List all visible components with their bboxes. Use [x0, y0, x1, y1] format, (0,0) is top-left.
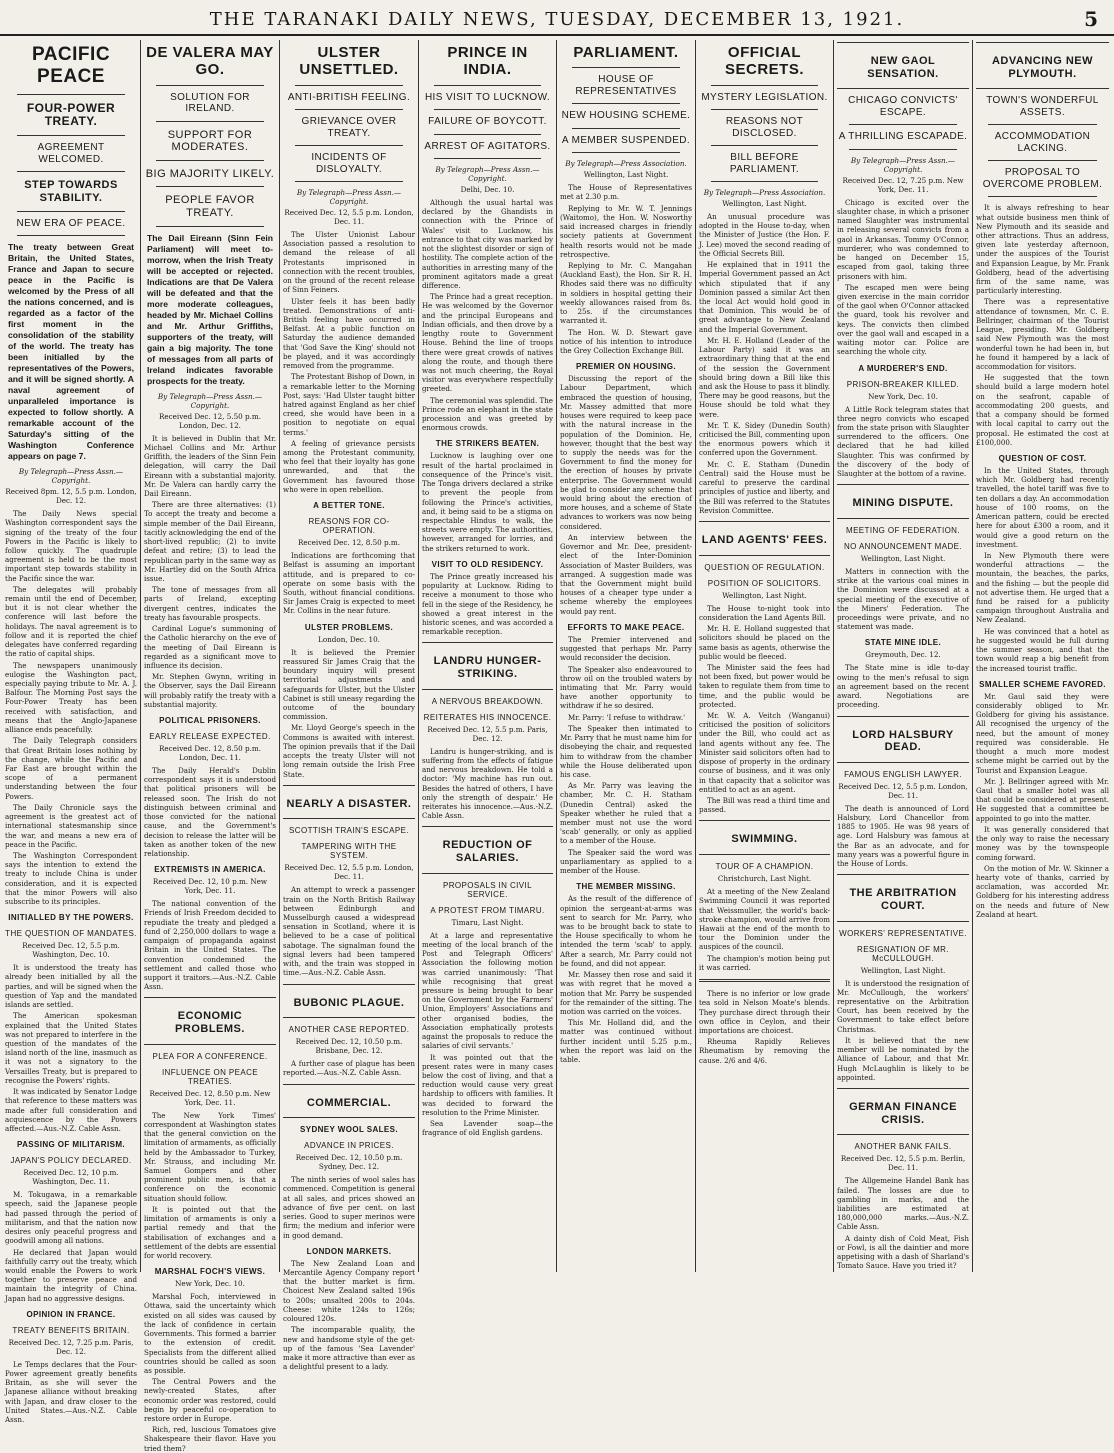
section-heading: LAND AGENTS' FEES. — [701, 534, 828, 546]
section-subheading: REASONS FOR CO-OPERATION. — [308, 517, 390, 536]
dateline: Received Dec. 12, 5.5 p.m. London, Dec. 11. — [838, 781, 968, 800]
dateline: Wellington, Last Night. — [722, 199, 807, 208]
paragraph: He suggested that the town should build a large modern hotel on the seafront, capable of accommodating 200 guests, and that a company should be formed with local capital to carry out the proposal. He estimated the cost at £100,000. — [976, 373, 1109, 447]
article-box — [422, 642, 553, 689]
section-subheading: EARLY RELEASE EXPECTED. — [149, 732, 271, 742]
advertisement: There is no inferior or low grade tea sold in Nelson Moate's blends. They purchase direct through their own office in Ceylon, and their importations are choicest. — [699, 989, 830, 1035]
column-1 — [2, 40, 140, 1425]
dateline: Received Dec. 12, 10 p.m. New York, Dec. 11. — [152, 877, 268, 896]
section-subheading: RESIGNATION OF MR. McCULLOUGH. — [857, 944, 949, 963]
section-subheading: POSITION OF SOLICITORS. — [707, 578, 822, 588]
paragraph: The Premier intervened and suggested that perhaps Mr. Parry would reconsider the decision. — [560, 634, 692, 663]
paragraph: The House to-night took into consideration the Land Agents Bill. — [699, 603, 830, 622]
section-heading: VISIT TO OLD RESIDENCY. — [431, 559, 544, 569]
divider — [17, 171, 125, 172]
section-heading: SMALLER SCHEME FAVORED. — [979, 679, 1106, 689]
subheadline: NEW HOUSING SCHEME. — [561, 110, 691, 122]
dateline: Received Dec. 12, 7.25 p.m. New York, Dec. 11. — [842, 175, 964, 194]
paragraph: The delegates will probably remain until the end of December, but it is not clear whether the conference will last before the holidays. The naval agreement is to follow and it is reported the chief delegates have conferred regarding the ratio of capital ships. — [5, 584, 137, 659]
divider — [988, 196, 1097, 197]
column-7 — [834, 40, 972, 1272]
divider — [434, 134, 541, 135]
divider — [17, 211, 125, 212]
section-heading: LONDON MARKETS. — [306, 1246, 392, 1256]
section-heading: ULSTER PROBLEMS. — [304, 622, 394, 632]
divider — [295, 109, 403, 110]
dateline: Received Dec. 12, 10 p.m. Washington, Dec. 11. — [23, 1168, 119, 1187]
subheadline: ARREST OF AGITATORS. — [424, 140, 551, 152]
paragraph: Le Temps declares that the Four-Power agreement greatly benefits Britain, as she will sever the Japanese alliance without breaking with Japan, and draw closer to the United States.—Aus.-N.Z. Cable Assn. — [5, 1359, 137, 1425]
paragraph: The Central Powers and the newly-created States, after economic order was restored, could begin by peaceful co-operation to restore order in Europe. — [144, 1377, 276, 1424]
paragraph: Landru is hunger-striking, and is suffering from the effects of fatigue and nervous breakdown. He told a doctor: 'My machine has run out. Besides the hatred of others, I have only the strength of despair.' He reiterates his innocence.—Aus.-N.Z. Cable Assn. — [422, 746, 553, 821]
dateline: Received 8pm. 12, 5.5 p.m. London, Dec. 12. — [5, 487, 137, 506]
paragraph: The champion's motion being put it was carried. — [699, 953, 830, 972]
column-3 — [280, 40, 418, 1372]
paragraph: In New Plymouth there were wonderful attractions — the mountain, the beaches, the parks, and the fishing — but the people did not advertise them. He urged that a fund be raised for a publicity campaign throughout Australia and New Zealand. — [976, 550, 1109, 625]
article-box — [283, 1084, 415, 1119]
paragraph: The Daily Chronicle says the agreement is the greatest act of international statesmanship since the war, and means a new era of peace in the Pacific. — [5, 802, 137, 849]
paragraph: The New York Times' correspondent at Washington states that the general conviction on the limitation of armaments, as officially held by the Ambassador to Turkey, Mr. Strauss, and including Mr. Samuel Gompers and other prominent public men, is that a conference on the economic situation should follow. — [144, 1110, 276, 1203]
dateline: Wellington, Last Night. — [860, 553, 946, 563]
paragraph: The Prince had a great reception. He was welcomed by the Governor and the principal Europeans and Indian officials, and then drove by a lengthy route to Government House. Behind the line of troops there were great crowds of natives along the route, and though there was not much cheering, the Royal visitor was everywhere respectfully greeted. — [422, 292, 553, 394]
advertisement: A dainty dish of Cold Meat, Fish or Fowl, is all the daintier and more appetising with a dash of Sharland's Tomato Sauce. Have you tried it? — [837, 1233, 969, 1271]
paragraph: It was indicated by Senator Lodge that reference to these matters was made after full consideration and acquiescence by the Powers affected.—Aus.-N.Z. Cable Assn. — [5, 1087, 137, 1133]
paragraph: The Ulster Unionist Labour Association passed a resolution to demand the release of all Protestants imprisoned in connection with the recent troubles, on the ground of the recent release of Sinn Feiners. — [283, 230, 415, 295]
paragraph: Mr. W. A. Veitch (Wanganui) criticised the position of solicitors under the Bill, who could act as land agents without any fee. The Minister said solicitors often had to dispose of property in the ordinary course of business, and it was only in that capacity that a solicitor was entitled to act as an agent. — [699, 711, 830, 794]
section-subheading: PLEA FOR A CONFERENCE. — [152, 1051, 268, 1061]
section-subheading: MEETING OF FEDERATION. — [846, 525, 960, 535]
subheadline: PEOPLE FAVOR TREATY. — [165, 194, 255, 220]
paragraph: It is believed the Premier reassured Sir James Craig that the boundary inquiry will present territorial adjustments and safeguards for Ulster, but the Ulster Cabinet is still uneasy regarding the outcome of the boundary commission. — [283, 647, 415, 722]
paragraph: The escaped men were being given exercise in the main corridor of the gaol when O'Connor attacked the guard, took his revolver and keys. The convicts then climbed over the gaol wall and escaped in a waiting motor car. Police are searching the whole city. — [837, 282, 969, 357]
subheadline: A MEMBER SUSPENDED. — [561, 134, 691, 146]
column-4 — [419, 40, 556, 1272]
section-heading: EFFORTS TO MAKE PEACE. — [567, 622, 685, 632]
paragraph: The Daily News special Washington correspondent says the signing of the treaty of the four Powers in the Pacific is likely to follow quickly. The quadruple agreement is held to be the most important step towards stability in the Pacific since the war. — [5, 509, 137, 583]
article-box — [699, 521, 830, 556]
paragraph: The death is announced of Lord Halsbury, Lord Chancellor from 1885 to 1905. He was 98 years of age. Lord Halsbury was famous at the Bar as an advocate, and for many years was a powerful figure in the House of Lords. — [837, 803, 969, 869]
section-heading: QUESTION OF COST. — [998, 453, 1087, 463]
divider — [572, 67, 680, 68]
divider — [699, 979, 830, 982]
subheadline: SOLUTION FOR IRELAND. — [170, 91, 250, 114]
byline: By Telegraph—Press Assn.—Copyright. — [296, 188, 402, 206]
headline: DE VALERA MAY GO. — [146, 44, 274, 79]
paragraph: A further case of plague has been reported.—Aus.-N.Z. Cable Assn. — [283, 1059, 415, 1078]
section-subheading: PROPOSALS IN CIVIL SERVICE. — [442, 880, 532, 899]
paragraph: The ninth series of wool sales has commenced. Competition is general at all sales, and prices showed an advance of five per cent. on last series. Good to super merinos were firm; the medium and inferior were in good demand. — [283, 1175, 415, 1240]
subheadline: PROPOSAL TO OVERCOME PROBLEM. — [982, 167, 1103, 190]
section-heading: THE ARBITRATION COURT. — [849, 887, 957, 912]
section-subheading: QUESTION OF REGULATION. — [704, 562, 825, 572]
paragraph: He declared that Japan would faithfully carry out the treaty, which would enable the Powers to work together to preserve peace and maintain the integrity of China. Japan had no aggressive designs. — [5, 1247, 137, 1303]
subheadline: FOUR-POWER TREATY. — [26, 100, 116, 129]
headline: PRINCE IN INDIA. — [447, 44, 528, 79]
section-subheading: ANOTHER CASE REPORTED. — [288, 1025, 410, 1035]
subheadline: ACCOMMODATION LACKING. — [994, 131, 1091, 154]
paragraph: In the United States, through which Mr. Goldberg had recently travelled, the hotel tariff was five to ten dollars a day. An accommodation house of 100 rooms, on the American pattern, could be erected here for about £300 a room, and it would give a good return on the investment. — [976, 465, 1109, 549]
section-subheading: PRISON-BREAKER KILLED. — [846, 379, 960, 389]
section-subheading: FAMOUS ENGLISH LAWYER. — [844, 769, 962, 779]
section-subheading: ANOTHER BANK FAILS. — [854, 1142, 952, 1152]
paragraph: The Speaker then intimated to Mr. Parry that he must name him for disobeying the chair, and requested him to withdraw from the chamber while the House deliberated upon his case. — [560, 723, 693, 779]
divider — [711, 145, 818, 146]
divider — [849, 149, 957, 150]
byline: By Telegraph—Press Assn.—Copyright. — [435, 165, 540, 183]
paragraph: Mr. C. E. Statham (Dunedin Central) said the House must be careful to preserve the cardinal principles of justice and liberty, and the Bill was referred to the Statutes Revision Committee. — [699, 459, 830, 515]
article-box — [976, 42, 1109, 89]
paragraph: Matters in connection with the strike at the various coal mines in the Dominion were discussed at a special meeting of the executive of the Miners' Federation. The proceedings were private, and no statement was made. — [837, 566, 969, 632]
section-subheading: NO ANNOUNCEMENT MADE. — [843, 541, 963, 551]
article-box — [422, 826, 553, 873]
paragraph: It was pointed out that the present rates were in many cases below the cost of living, and that a reduction would cause very great hardship to officers with families. It was decided to forward the resolution to the Prime Minister. — [422, 1052, 553, 1117]
headline: PARLIAMENT. — [573, 44, 679, 61]
subheadline: BIG MAJORITY LIKELY. — [145, 167, 275, 180]
paragraph: He explained that in 1911 the Imperial Government passed an Act which stipulated that if any Dominion passed a similar Act then the local Act would hold good in that Dominion. This would be of great advantage to New Zealand and the Imperial Government. — [699, 260, 830, 334]
paragraph: Replying to Mr. C. Mangahan (Auckland East), the Hon. Sir R. H. Rhodes said there was no difficulty in soldiers in hospital getting their weekly allowances raised from 8s. to 25s. if the circumstances warranted it. — [560, 261, 692, 326]
paragraph: The Daily Telegraph considers that Great Britain loses nothing by the change, while the Pacific and Far East are brought within the scope of a permanent understanding between the four Powers. — [5, 736, 137, 801]
subheadline: SUPPORT FOR MODERATES. — [167, 128, 253, 154]
divider — [17, 135, 125, 136]
subheadline: BILL BEFORE PARLIAMENT. — [729, 152, 800, 175]
advertisement: Rheuma Rapidly Relieves Rheumatism by removing the cause. 2/6 and 4/6. — [699, 1037, 830, 1065]
dateline: London, Dec. 10. — [318, 634, 380, 644]
section-subheading: SCOTTISH TRAIN'S ESCAPE. — [289, 826, 409, 836]
dateline: Received Dec. 12, 5.5 p.m. London, Dec. 11. — [284, 863, 414, 882]
byline: By Telegraph—Press Assn.—Copyright. — [157, 391, 263, 410]
dateline: Received Dec. 12, 10.50 p.m. Brisbane, Dec. 12. — [295, 1037, 403, 1056]
dateline: Timaru, Last Night. — [451, 917, 524, 927]
dateline: Received Dec. 12, 10.50 p.m. Sydney, Dec. 12. — [295, 1153, 403, 1172]
paragraph: It was generally considered that the only way to raise the necessary money was by the townspeople coming forward. — [976, 824, 1109, 862]
byline: By Telegraph—Press Association. — [565, 159, 687, 169]
subheadline: HIS VISIT TO LUCKNOW. — [424, 91, 551, 103]
paragraph: This Mr. Holland did, and the matter was continued without further incident until 5.25 p.m., when the report was laid on the table. — [560, 1018, 692, 1065]
advertisement: Sea Lavender soap—the fragrance of old English gardens. — [422, 1119, 553, 1138]
paragraph: Chicago is excited over the slaughter chase, in which a prisoner named Slaughter was instrumental in releasing several convicts from a gaol in Arkansas. Tommy O'Connor, murderer, who was condemned to be hanged on December 15, escaped from gaol, taking three prisoners with him. — [837, 197, 969, 281]
section-heading: LORD HALSBURY DEAD. — [852, 728, 954, 754]
dateline: Received Dec. 12, 8.50 p.m. London, Dec. 11. — [158, 744, 262, 763]
article-box — [837, 484, 969, 519]
article-box — [283, 785, 415, 820]
section-subheading: INFLUENCE ON PEACE TREATIES. — [161, 1067, 259, 1086]
advertisement: Rich, red, luscious Tomatoes give Shakespeare their flavor. Have you tried them? — [144, 1425, 276, 1453]
divider — [988, 124, 1097, 125]
column-8 — [973, 40, 1112, 1272]
divider — [156, 121, 264, 122]
section-heading: EXTREMISTS IN AMERICA. — [154, 865, 266, 875]
dateline: Received Dec. 12, 5.5 p.m. London, Dec. 11. — [284, 208, 414, 226]
newspaper-title: THE TARANAKI DAILY NEWS, TUESDAY, DECEMBER 13, 1921. — [209, 9, 905, 30]
section-heading: ECONOMIC PROBLEMS. — [175, 1010, 245, 1036]
dateline: Wellington, Last Night. — [722, 590, 807, 600]
divider — [295, 85, 403, 86]
paragraph: Mr. Gaul said they were considerably obliged to Mr. Goldberg for giving his assistance. All recognised the urgency of the need, but the amount of money required was considerable. He thought a much more modest scheme might be carried out by the Tourist and Expansion League. — [976, 691, 1109, 775]
divider — [434, 85, 541, 86]
divider — [156, 85, 264, 86]
section-heading: STATE MINE IDLE. — [864, 638, 942, 648]
section-heading: POLITICAL PRISONERS. — [159, 716, 261, 726]
article-box — [837, 1088, 969, 1135]
paragraph: Cardinal Logue's summoning of the Catholic hierarchy on the eve of the meeting of Dail Eireann is regarded as a significant move to influence its decision. — [144, 624, 276, 670]
divider — [434, 158, 541, 159]
paragraph: It is understood the resignation of Mr. McCullough, the workers' representative on the Arbitration Court, has been received by the Government to take effect before Christmas. — [837, 978, 969, 1034]
article-box — [699, 820, 830, 855]
dateline: Wellington, Last Night. — [860, 965, 946, 975]
paragraph: The House of Representatives met at 2.30 p.m. — [560, 183, 692, 202]
article-box — [283, 984, 415, 1019]
paragraph: The Allgemeine Handel Bank has failed. The losses are due to gambling in marks, and the liabilities are estimated at 180,000,000 marks.—Aus.-N.Z. Cable Assn. — [837, 1176, 969, 1232]
column-6 — [696, 40, 833, 1272]
section-heading: NEARLY A DISASTER. — [286, 797, 412, 810]
dateline: Received Dec. 12, 8.50 p.m. New York, Dec. 11. — [149, 1088, 271, 1107]
subheadline: INCIDENTS OF DISLOYALTY. — [311, 152, 387, 175]
section-heading: BUBONIC PLAGUE. — [293, 996, 405, 1009]
paragraph: M. Tokugawa, in a remarkable speech, said the Japanese people had passed through the period of militarism, and that the nation now desires only peaceful progress and goodwill among all nations. — [5, 1190, 137, 1246]
paragraph: The Daily Herald's Dublin correspondent says it is understood that political prisoners will be released soon. The Irish do not distinguish between criminal and those convicted for the national cause, and the Government's decision to release the latter will be taken as another token of the new relationship. — [144, 766, 276, 859]
section-subheading: SYDNEY WOOL SALES. — [299, 1125, 399, 1135]
dateline: New York, Dec. 10. — [868, 391, 938, 401]
paragraph: Although the usual hartal was declared by the Ghandists in connection with the Prince of Wales' visit to Lucknow, his entrance to that city was marked by not the slightest disorder or sign of hostility. The complete action of the authorities in arresting many of the prominent agitators made a great difference. — [422, 198, 553, 290]
section-subheading: A PROTEST FROM TIMARU. — [430, 905, 545, 915]
dateline: Received Dec. 12, 5.5 p.m. Washington, Dec. 10. — [22, 941, 120, 960]
subheadline: AGREEMENT WELCOMED. — [37, 142, 105, 165]
subheadline: TOWN'S WONDERFUL ASSETS. — [986, 95, 1099, 118]
article-intro: The Dail Eireann (Sinn Fein Parliament) will meet to-morrow, when the Irish Treaty will be accepted or rejected. Indications are that De Valera will be defeated and that the more moderate colleagues, headed by Mr. Michael Collins and Mr. Arthur Griffiths, supporters of the treaty, will gain a big majority. The tone of messages from all parts of Ireland indicates favorable prospects for the treaty. — [147, 232, 273, 386]
section-heading: INITIALLED BY THE POWERS. — [8, 913, 134, 923]
paragraph: Lucknow is laughing over one result of the hartal proclaimed in consequence of the Prince's visit. The Tonga drivers declared a strike to prevent the people from following the Prince's activities, and, it being said to be a stigma on respectable Hindus to walk, the streets were empty. The authorities, however, arranged for lorries, and the strikers returned to work. — [422, 451, 553, 553]
divider — [295, 145, 403, 146]
paragraph: Replying to Mr. W. T. Jennings (Waitomo), the Hon. W. Nosworthy said increased charges in friendly society patients at Government health resorts would not be made retrospective. — [560, 203, 692, 259]
paragraph: The Bill was read a third time and passed. — [699, 796, 830, 815]
subheadline: HOUSE OF REPRESENTATIVES — [575, 74, 677, 97]
headline: PACIFIC PEACE — [31, 44, 111, 87]
subheadline: ANTI-BRITISH FEELING. — [287, 91, 411, 103]
section-heading: REDUCTION OF SALARIES. — [442, 839, 533, 865]
subheadline: FAILURE OF BOYCOTT. — [428, 116, 547, 127]
subheadline: NEW ERA OF PEACE. — [16, 217, 126, 229]
paragraph: The national convention of the Friends of Irish Freedom decided to repudiate the treaty and pledged a fund of 2,250,000 dollars to wage a campaign of propaganda against Britain in the United States. The convention condemned the settlement and called those who support it traitors.—Aus.-N.Z. Cable Assn. — [144, 899, 276, 992]
paragraph: Indications are forthcoming that Belfast is assuming an important attitude, and is prepared to co-operate on some basis with the South, without financial conditions. Sir James Craig is expected to meet Mr. Collins in the near future. — [283, 551, 415, 616]
paragraph: It is believed that the new member will be nominated by the Alliance of Labour, and that Mr. Hugh McLaughlin is likely to be appointed. — [837, 1035, 969, 1082]
paragraph: The Minister said the fees had not been fixed, but power would be taken to regulate them from time to time, and the public would be protected. — [699, 662, 830, 709]
paragraph: The tone of messages from all parts of Ireland, excepting divergent centres, indicates the treaty has favourable prospects. — [144, 585, 276, 622]
headline: OFFICIAL SECRETS. — [724, 44, 804, 79]
subheadline: STEP TOWARDS STABILITY. — [24, 179, 118, 204]
paragraph: At a meeting of the New Zealand Swimming Council it was reported that Weissmuller, the world's back-stroke champion, would arrive from Hawaii at the end of the month to tour the Dominion under the auspices of the council. — [699, 887, 830, 952]
paragraph: Mr. Lloyd George's speech in the Commons is awaited with interest. The opinion prevails that if the Dail accepts the treaty Ulster will not long remain outside the Irish Free State. — [283, 723, 415, 779]
divider — [156, 186, 264, 187]
page-number: 5 — [1084, 7, 1098, 31]
dateline: Greymouth, Dec. 12. — [865, 650, 941, 660]
subheadline: A THRILLING ESCAPADE. — [838, 131, 968, 143]
divider — [295, 181, 403, 182]
paragraph: The Prince greatly increased his popularity at Lucknow. Riding to receive a monument to those who fell in the siege of the Residency, he showed a great interest in the historic scenes, and was accorded a remarkable reception. — [422, 571, 553, 637]
divider — [572, 152, 680, 153]
subheadline: CHICAGO CONVICTS' ESCAPE. — [848, 95, 958, 118]
subheadline: GRIEVANCE OVER TREATY. — [301, 116, 397, 139]
paragraph: Mr. T. K. Sidey (Dunedin South) criticised the Bill, commenting upon the enormous powers which it conferred upon the Government. — [699, 420, 830, 458]
section-subheading: THE QUESTION OF MANDATES. — [5, 929, 137, 939]
subheadline: REASONS NOT DISCLOSED. — [725, 116, 804, 139]
divider — [711, 181, 818, 182]
dateline: Received Dec. 12, 8.50 p.m. — [297, 538, 401, 548]
article-box — [837, 42, 969, 89]
paragraph: Marshal Foch, interviewed in Ottawa, said the uncertainty which existed on all sides was caused by the lack of confidence in certain Governments. This formed a barrier to the extension of credit. Specialists from the different allied countries should be called as soon as possible. — [144, 1292, 276, 1375]
paragraph: A feeling of grievance persists among the Protestant community, who feel that their loyalty has gone unrewarded, and that the Government has favoured those who were in open rebellion. — [283, 438, 415, 494]
dateline: Delhi, Dec. 10. — [460, 185, 515, 194]
byline: By Telegraph—Press Assn.—Copyright. — [18, 467, 124, 486]
paragraph: It is understood the treaty has already been initialled by all the parties, and will be signed when the question of Yap and the mandated islands are settled. — [5, 963, 137, 1010]
section-subheading: JAPAN'S POLICY DECLARED. — [10, 1156, 132, 1166]
paragraph: The New Zealand Loan and Mercantile Agency Company report that the butter market is firm. Choicest New Zealand salted 196s to 200s; unsalted 200s to 204s. Cheese: white 124s to 126s; coloured 120s. — [283, 1258, 415, 1324]
section-subheading: A NERVOUS BREAKDOWN. — [431, 696, 544, 706]
paragraph: The Speaker said the word was unparliamentary as applied to a member of the House. — [560, 847, 692, 876]
article-box — [837, 716, 969, 763]
paragraph: The Washington Correspondent says the intention to extend the treaty to include China is under consideration, and it is expected that the minor Powers will also subscribe to its principles. — [5, 850, 137, 907]
byline: By Telegraph—Press Assn.—Copyright. — [850, 155, 956, 174]
section-heading: GERMAN FINANCE CRISIS. — [849, 1101, 957, 1126]
paragraph: On the motion of Mr. W. Skinner a hearty vote of thanks, carried by acclamation, was accorded Mr. Goldberg for his interesting address on the needs and future of New Zealand at heart. — [976, 863, 1109, 919]
divider — [572, 103, 680, 104]
paragraph: The Protestant Bishop of Down, in a remarkable letter to the Morning Post, says: 'Had Ulster taught bitter hatred against England as her chief creed, she would have been in a position to negotiate on equal terms.' — [283, 372, 415, 437]
paragraph: It is believed in Dublin that Mr. Michael Collins and Mr. Arthur Griffith, the leaders of the Sinn Fein delegation, will carry the Dail Eireann with a substantial majority. Mr. De Valera can hardly carry the Dail Eireann. — [144, 433, 276, 499]
paragraph: Mr. J. Bellringer agreed with Mr. Gaul that a smaller hotel was all that could be considered at present. He suggested that a committee be appointed to go into the matter. — [976, 776, 1109, 823]
dateline: Received Dec. 12, 5.5 p.m. Paris, Dec. 12. — [427, 724, 548, 743]
section-heading: THE MEMBER MISSING. — [576, 882, 676, 892]
dateline: Christchurch, Last Night. — [717, 874, 812, 884]
paragraph: An interview between the Governor and Mr. Dee, president-elect of the Inter-Dominion Association of Master Builders, was arranged. A suggestion made was that the Government might build houses of a cheaper type under a scheme whereby the employees would pay rent. — [560, 532, 692, 616]
article-box — [837, 874, 969, 921]
divider — [711, 85, 818, 86]
section-heading: OPINION IN FRANCE. — [26, 1309, 116, 1319]
paragraph: He was convinced that a hotel as he suggested would be full during the summer season, and that the town would reap a big benefit from the increased tourist traffic. — [976, 626, 1109, 673]
section-heading: MINING DISPUTE. — [852, 497, 954, 510]
paragraph: The Speaker also endeavoured to throw oil on the troubled waters by intimating that Mr. Parry would have another opportunity to withdraw if he so desired. — [560, 664, 692, 711]
column-2 — [141, 40, 279, 1453]
paragraph: An unusual procedure was adopted in the House to-day, when the Minister of Justice (the Hon. F. J. Lee) moved the second reading of the Official Secrets Bill. — [699, 212, 830, 258]
divider — [988, 160, 1097, 161]
subheadline: MYSTERY LEGISLATION. — [701, 91, 828, 103]
dateline: Wellington, Last Night. — [583, 170, 669, 180]
divider — [156, 226, 264, 227]
section-heading: A MURDERER'S END. — [858, 363, 948, 373]
section-subheading: WORKERS' REPRESENTATIVE. — [839, 928, 967, 938]
paragraph: The ceremonial was splendid. The Prince rode an elephant in the state procession and was greeted by enormous crowds. — [422, 395, 553, 433]
paragraph: As the result of the difference of opinion the sergeant-at-arms was sent to search for Mr. Parry, who was to be brought back to state to the House specifically to whom he intended the term 'scab' to apply. After a search, Mr. Parry could not be found, and did not appear. — [560, 894, 692, 968]
section-subheading: TAMPERING WITH THE SYSTEM. — [301, 842, 397, 861]
section-heading: SWIMMING. — [731, 833, 798, 846]
divider — [572, 128, 680, 129]
divider — [849, 124, 957, 125]
paragraph: It is pointed out that the limitation of armaments is only a partial remedy and that the stabilisation of exchanges and a settlement of the debts are essential for world recovery. — [144, 1204, 276, 1260]
column-5 — [557, 40, 695, 1272]
paragraph: Discussing the report of the Labour Department, which embraced the question of housing, Mr. Massey admitted that more houses were required to keep pace with the natural increase in the population of the Dominion. He, however, thought that the best way to supply the needs was for the Government to find the money for the erection of houses by private enterprise. The Government would be glad to consider any scheme that would bring about the erection of more houses, and a scheme of State advances to workers was now being considered. — [560, 374, 692, 531]
byline: By Telegraph—Press Association. — [703, 188, 826, 197]
paragraph: Mr. Stephen Gwynn, writing in the Observer, says the Dail Eireann will probably ratify the treaty with a substantial majority. — [144, 672, 276, 709]
paragraph: A Little Rock telegram states that three negro convicts who escaped from the state prison with Slaughter surrendered to the officers. One declared that he had killed Slaughter. This was confirmed by the discovery of the body of Slaughter at the bottom of a ravine. — [837, 404, 969, 479]
paragraph: The newspapers unanimously eulogise the Washington pact, especially paying tribute to Mr. A. J. Balfour. The Morning Post says the Four-Power Treaty has been received with satisfaction, and means that the Anglo-Japanese alliance ends peacefully. — [5, 660, 137, 735]
section-heading: THE STRIKERS BEATEN. — [435, 439, 540, 449]
paragraph: There was a representative attendance of townsmen, Mr. C. E. Bellringer, chairman of the Tourist League, presiding. Mr. Goldberg said New Plymouth was the most wonderful town he had been in, but he found it hampered by a lack of accommodation for visitors. — [976, 297, 1109, 371]
paragraph: The State mine is idle to-day owing to the men's refusal to sign an agreement based on the recent award. Negotiations are proceeding. — [837, 663, 969, 710]
dateline: Received Dec. 12, 7.25 p.m. Paris, Dec. 12. — [8, 1337, 134, 1356]
section-heading: PREMIER ON HOUSING. — [575, 362, 677, 372]
paragraph: The Hon. W. D. Stewart gave notice of his intention to introduce the Grey Collection Exchange Bill. — [560, 327, 692, 355]
paragraph: Ulster feels it has been badly treated. Demonstrations of anti-British feeling have occurred in Belfast. At a public function on Saturday the audience demanded that 'God Save the King' should not be played, and it was accordingly removed from the programme. — [283, 296, 415, 371]
article-intro: The treaty between Great Britain, the United States, France and Japan to secure peace in the Pacific is welcomed by the Press of all the nations concerned, and is regarded as a factor of the first moment in the consolidation of the stability of the world. The treaty has been initialled by the representatives of the Powers, and it will be signed shortly. A naval agreement of unparalleled importance is expected to follow shortly. A remarkable account of the Saturday's sitting of the Washington Conference appears on page 7. — [8, 242, 134, 462]
section-subheading: TOUR OF A CHAMPION. — [715, 862, 814, 872]
paragraph: As Mr. Parry was leaving the chamber, Mr. C. H. Statham (Dunedin Central) asked the Speaker whether he ruled that a member must not use the word 'scab' generally, or only as applied to a member of the House. — [560, 781, 692, 846]
paragraph: There are three alternatives: (1) To accept the treaty and become a simple member of the Dail Eireann, tacitly acknowledging the end of the short-lived republic; (2) to invite defeat and retire; (3) to lead the republican party in the same way as Mr. Hartley did on the South Africa issue. — [144, 500, 276, 583]
section-heading: PASSING OF MILITARISM. — [16, 1140, 126, 1150]
paragraph: Mr. H. E. Holland (Leader of the Labour Party) said it was an extraordinary thing that at the end of the session the Government should bring down a Bill like this and ask the House to pass it blindly. There may be good reasons, but the House should be told what they were. — [699, 335, 830, 419]
paragraph: An attempt to wreck a passenger train on the North British Railway between Edinburgh and Musselburgh caused a widespread sensation in Scotland, where it is believed to be a case of political sabotage. The signalman found the signal levers had been tampered with, and the train was stopped in time.—Aus.-N.Z. Cable Assn. — [283, 885, 415, 978]
dateline: New York, Dec. 10. — [175, 1279, 245, 1289]
section-heading: A BETTER TONE. — [313, 501, 385, 511]
divider — [711, 109, 818, 110]
paragraph: It is always refreshing to hear what outside business men think of New Plymouth and its seaside and other attractions. Thus an address, given late yesterday afternoon, under the auspices of the Tourist and Expansion League, by Mr. Frank Goldberg, head of the advertising firm of the same name, was particularly interesting. — [976, 203, 1109, 296]
headline: NEW GAOL SENSATION. — [867, 55, 939, 80]
masthead — [0, 0, 1114, 36]
paragraph: Mr. Parry: 'I refuse to withdraw.' — [568, 712, 686, 722]
divider — [156, 160, 264, 161]
divider — [17, 94, 125, 95]
dateline: Received Dec. 12, 5.5 p.m. Berlin, Dec. 11. — [840, 1154, 966, 1173]
article-box — [144, 997, 276, 1044]
headline: ADVANCING NEW PLYMOUTH. — [991, 55, 1093, 80]
divider — [434, 109, 541, 110]
section-subheading: ADVANCE IN PRICES. — [304, 1141, 394, 1151]
paragraph: Mr. Massey then rose and said it was with regret that he moved a motion that Mr. Parry be suspended for the remainder of the sitting. The motion was carried on the voices. — [560, 970, 692, 1016]
paragraph: At a large and representative meeting of the local branch of the Post and Telegraph Officers' Association the following motion was carried unanimously: 'That while recognising that great pressure is being brought to bear on the Government by the Farmers' Union, Employers' Associations and other organised bodies, the Association emphatically protests against the proposals to reduce the salaries of civil servants.' — [422, 930, 553, 1051]
section-subheading: TREATY BENEFITS BRITAIN. — [12, 1325, 130, 1335]
section-subheading: REITERATES HIS INNOCENCE. — [423, 712, 552, 722]
headline: ULSTER UNSETTLED. — [299, 44, 399, 79]
section-heading: COMMERCIAL. — [306, 1096, 392, 1109]
paragraph: The American spokesman explained that the United States was not prepared to interfere in the question of the mandates of the island north of the line, inasmuch as it was not a signatory to the Versailles Treaty, but is prepared to recognise the Powers' rights. — [5, 1011, 137, 1085]
section-heading: LANDRU HUNGER-STRIKING. — [433, 655, 542, 681]
advertisement: The incomparable quality, the new and handsome style of the get-up of the famous 'Sea Lavender' make it more attractive than ever as a delightful present to a lady. — [283, 1325, 415, 1372]
section-heading: MARSHAL FOCH'S VIEWS. — [154, 1267, 266, 1277]
paragraph: Mr. H. E. Holland suggested that solicitors should be placed on the same basis as agents, otherwise the public would be fleeced. — [699, 624, 830, 661]
divider — [17, 235, 125, 236]
dateline: Received Dec. 12, 5.50 p.m. London, Dec. 12. — [158, 411, 262, 430]
